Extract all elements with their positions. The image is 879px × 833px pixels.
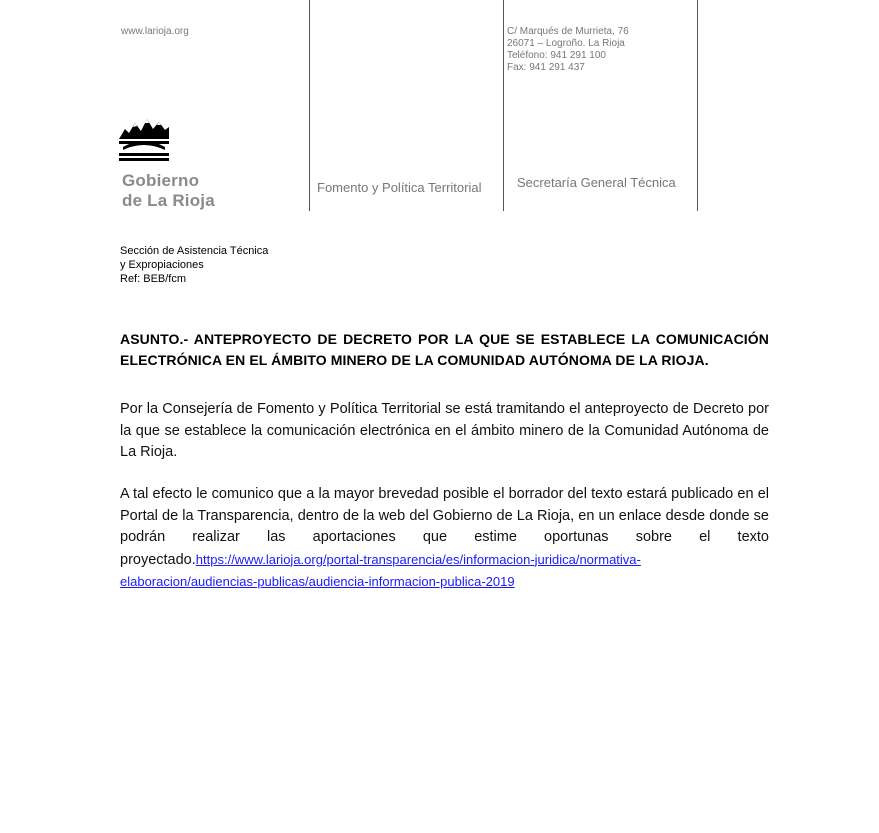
header-divider bbox=[309, 0, 310, 211]
subject-line: ASUNTO.- ANTEPROYECTO DE DECRETO POR LA QUE SE ESTABLECE LA COMUNICACIÓN bbox=[120, 331, 769, 347]
section-line: y Expropiaciones bbox=[120, 259, 204, 271]
transparency-portal-link[interactable]: https://www.larioja.org/portal-transparencia/es/informacion-juridica/normativa-elaboracion/audiencias-publicas/audiencia-informacion-publica-2019 bbox=[120, 551, 641, 589]
gobierno-rioja-logo-icon bbox=[119, 117, 171, 163]
address-line: C/ Marqués de Murrieta, 76 bbox=[507, 26, 629, 37]
address-line: 26071 – Logroño. La Rioja bbox=[507, 38, 625, 49]
body-paragraph bbox=[120, 484, 769, 594]
address-line: Teléfono: 941 291 100 bbox=[507, 50, 606, 61]
subject-line: ELECTRÓNICA EN EL ÁMBITO MINERO DE LA COMUNIDAD AUTÓNOMA DE LA RIOJA. bbox=[120, 352, 709, 368]
header-divider bbox=[503, 0, 504, 211]
paragraph-text: A tal efecto le comunico que a la mayor brevedad posible el borrador del texto estará publicado en el Portal de la Transparencia, dentro de la web del Gobierno de La Rioja, en un enlace desde donde se podrán realizar las aportaciones que estime oportunas sobre el texto proyectado. bbox=[120, 486, 769, 568]
section-line: Sección de Asistencia Técnica bbox=[120, 245, 269, 257]
department-name: Fomento y Política Territorial bbox=[317, 180, 482, 195]
address-line: Fax: 941 291 437 bbox=[507, 62, 585, 73]
logo-line: Gobierno bbox=[122, 171, 200, 190]
subject-heading bbox=[120, 329, 769, 371]
header-divider bbox=[697, 0, 698, 211]
section-info bbox=[120, 244, 268, 286]
website-text: www.larioja.org bbox=[121, 26, 189, 37]
body-paragraph: Por la Consejería de Fomento y Política Territorial se está tramitando el anteproyecto de Decreto por la que se establece la comunicación electrónica en el ámbito minero de la Comunidad Autónoma de La Rioja. bbox=[120, 401, 769, 460]
reference: Ref: BEB/fcm bbox=[120, 273, 187, 285]
address-block bbox=[507, 26, 629, 74]
unit-name: Secretaría General Técnica bbox=[517, 175, 676, 190]
logo-text bbox=[122, 171, 215, 211]
logo-line: de La Rioja bbox=[122, 191, 215, 210]
